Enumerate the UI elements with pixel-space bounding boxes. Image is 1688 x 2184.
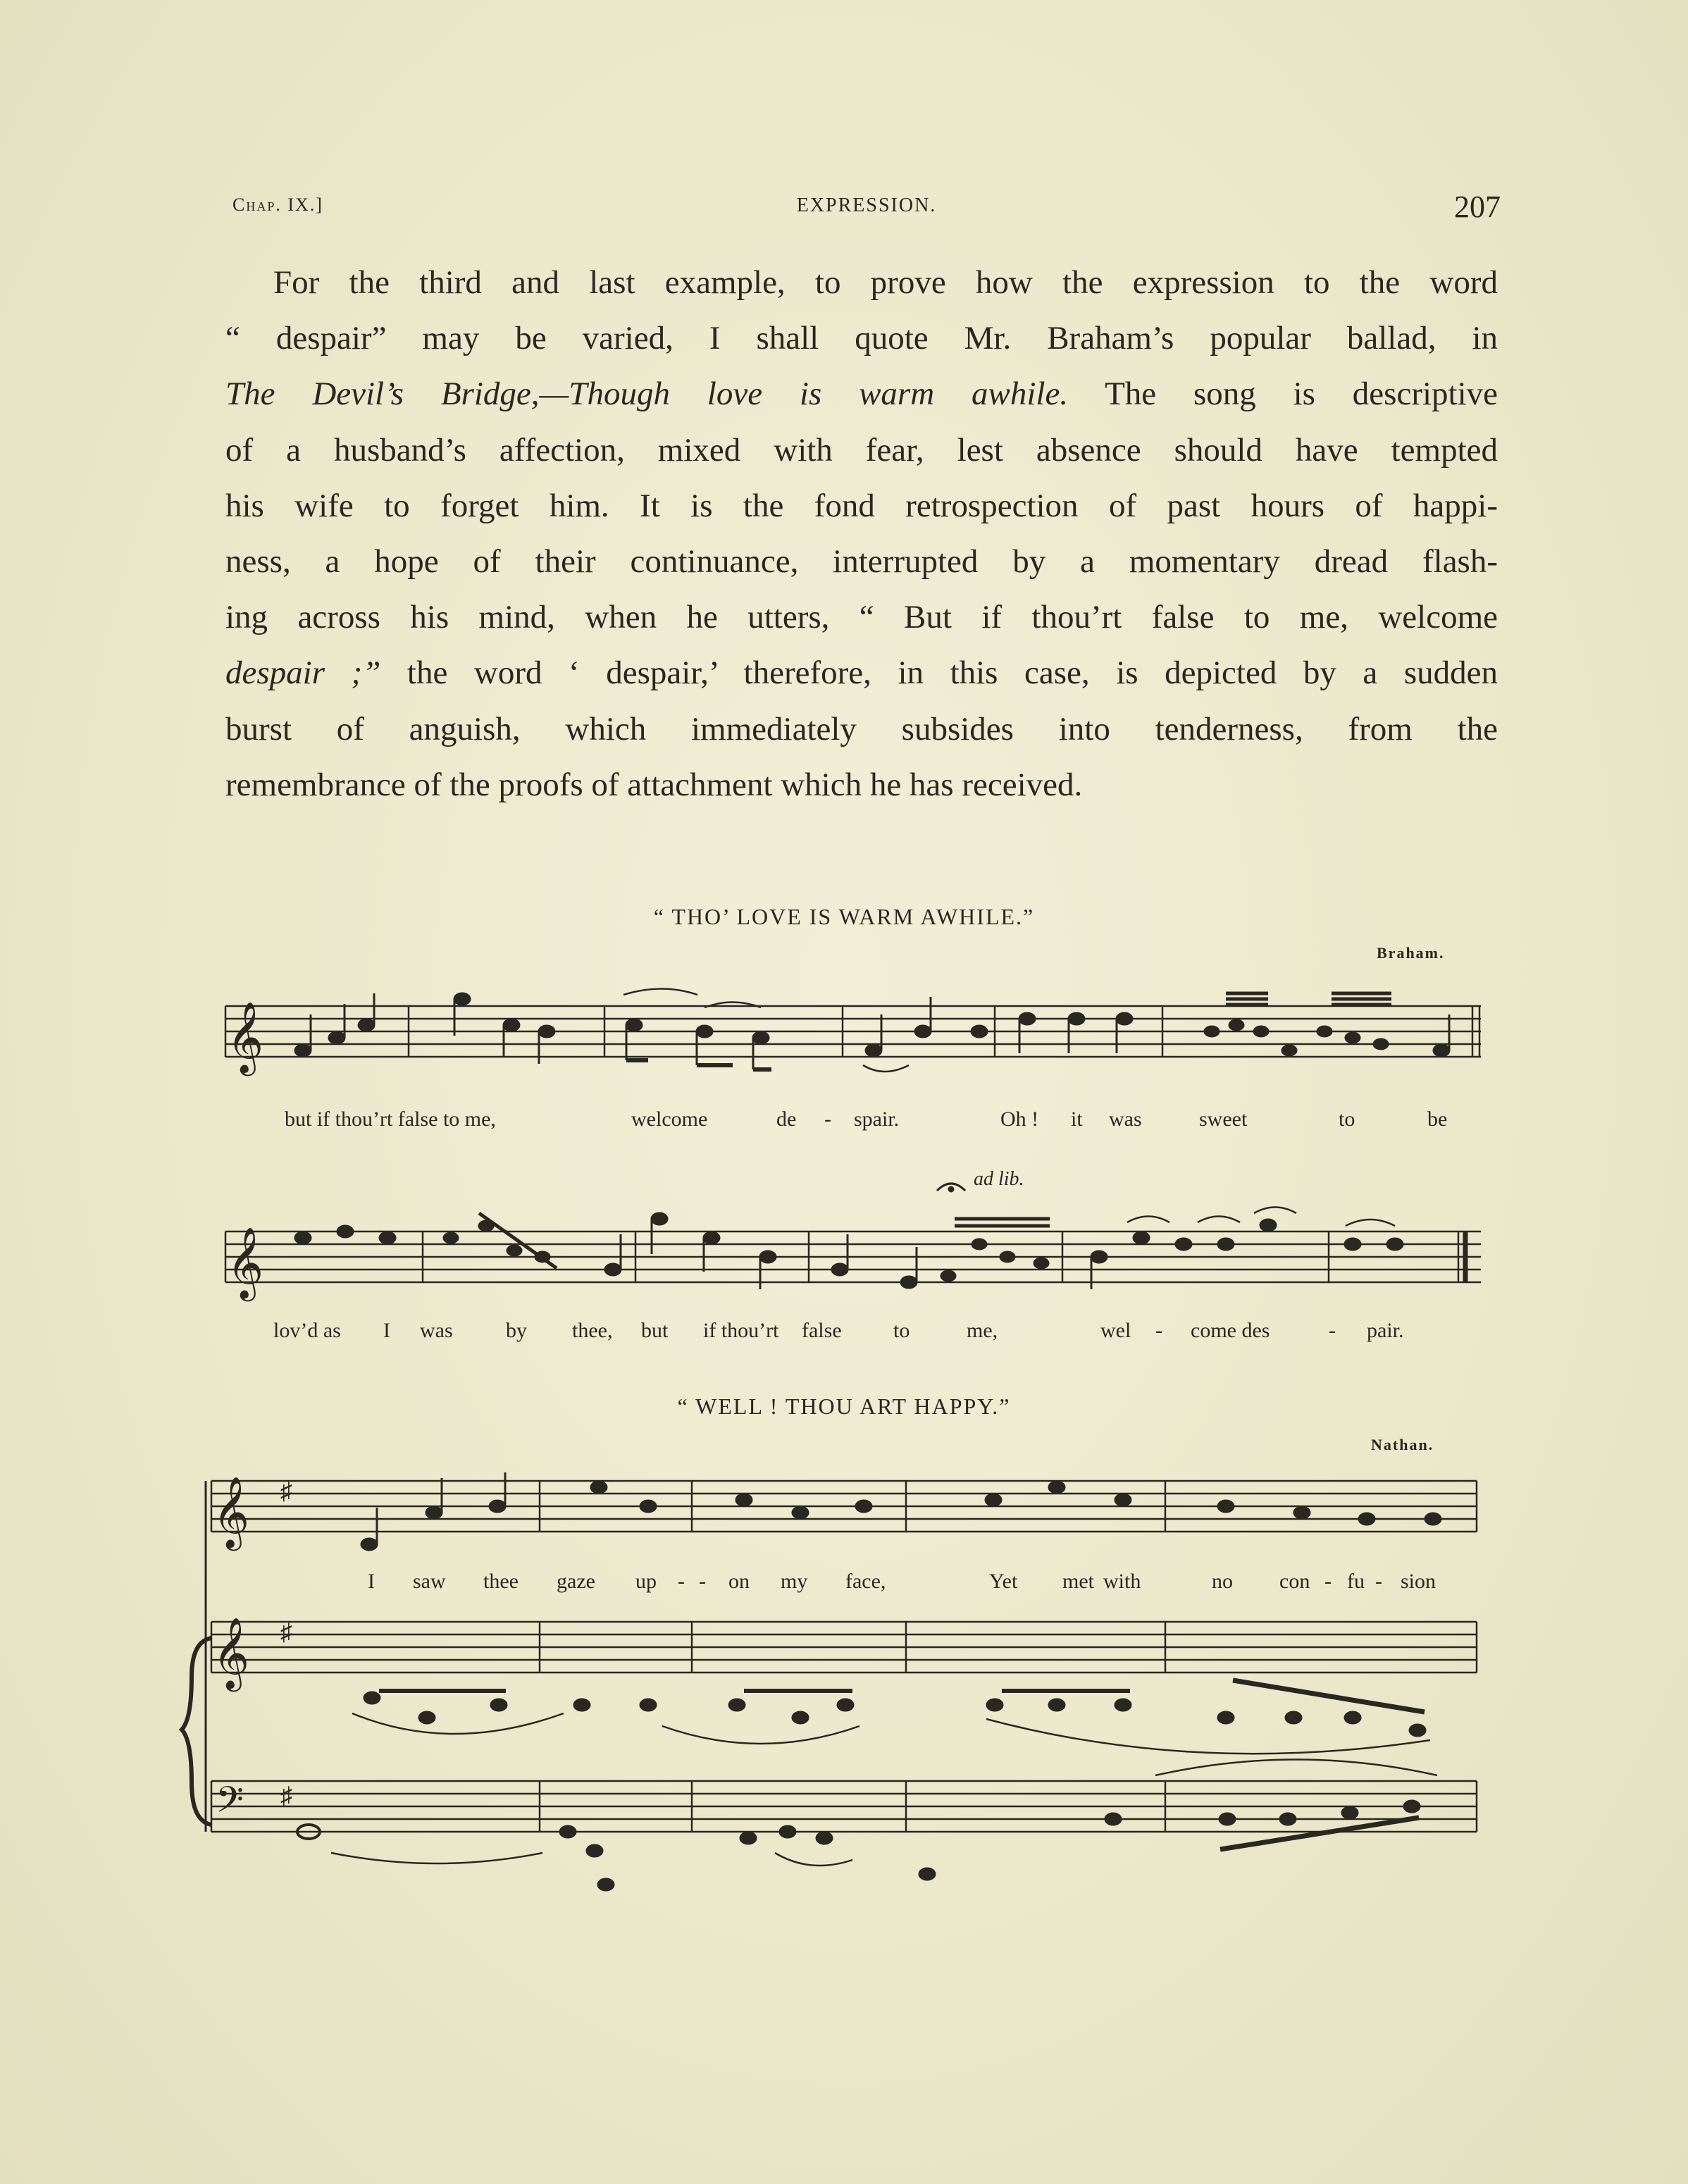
lyric-word: to: [1339, 1107, 1355, 1131]
treble-clef-icon: 𝄞: [227, 1000, 264, 1073]
lyric-word: spair.: [854, 1107, 900, 1131]
chapter-label: Chap. IX.]: [232, 194, 323, 215]
lyric-word: but: [641, 1319, 669, 1342]
song2-composer: Nathan.: [1371, 1436, 1434, 1453]
lyric-word: -: [1329, 1319, 1336, 1342]
sharp-icon: ♯: [280, 1783, 292, 1809]
italic-word: despair ;”: [225, 654, 381, 692]
slurs-song1-line1: [623, 989, 909, 1072]
lyric-word: -: [699, 1570, 706, 1593]
brace-icon: [182, 1638, 211, 1825]
paragraph-line: ing across his mind, when he utters, “ But if thou’rt false to me, welcome: [225, 599, 1498, 636]
lyric-word: be: [1427, 1107, 1448, 1131]
lyric-word: to: [893, 1319, 910, 1342]
notes-song2-piano-treble: [364, 1680, 1425, 1736]
lyric-word: Oh !: [1000, 1107, 1039, 1131]
lyric-word: -: [1324, 1570, 1332, 1593]
song1-composer: Braham.: [1377, 944, 1445, 962]
lyric-word: lov’d as: [273, 1319, 341, 1342]
page-number: 207: [1454, 190, 1501, 224]
lyric-word: but if thou’rt false to me,: [285, 1107, 496, 1131]
lyric-word: I: [383, 1319, 390, 1342]
lyric-word: de: [776, 1107, 797, 1131]
lyric-word: my: [781, 1570, 808, 1593]
lyric-word: welcome: [631, 1107, 708, 1131]
lyric-word: if thou’rt: [703, 1319, 779, 1342]
lyric-word: -: [1155, 1319, 1162, 1342]
treble-clef-icon: 𝄞: [213, 1475, 250, 1548]
lyric-word: -: [824, 1107, 831, 1131]
lyric-word: pair.: [1367, 1319, 1404, 1342]
sharp-icon: ♯: [280, 1479, 292, 1505]
staff-song1-line2: [225, 1231, 1481, 1282]
bass-clef-icon: 𝄢: [216, 1778, 244, 1830]
treble-clef-icon: 𝄞: [213, 1616, 250, 1689]
lyric-word: sweet: [1199, 1107, 1248, 1131]
lyric-word: I: [368, 1570, 375, 1593]
lyric-word: no: [1212, 1570, 1233, 1593]
notes-song2-piano-bass: [297, 1801, 1420, 1890]
lyric-word: with: [1103, 1570, 1141, 1593]
lyric-word: on: [728, 1570, 750, 1593]
lyric-word: it: [1071, 1107, 1083, 1131]
notes-song2-vocal: [361, 1472, 1441, 1550]
lyric-word: was: [420, 1319, 453, 1342]
lyric-word: sion: [1401, 1570, 1436, 1593]
paragraph-line: ness, a hope of their continuance, interrupted by a momentary dread flash-: [225, 543, 1498, 581]
lyric-word: thee: [483, 1570, 519, 1593]
lyric-word: Yet: [989, 1570, 1018, 1593]
paragraph-line: his wife to forget him. It is the fond retrospection of past hours of happi-: [225, 487, 1498, 524]
ad-lib-annotation: ad lib.: [974, 1168, 1024, 1190]
paragraph-line: despair ;” the word ‘ despair,’ therefore, in this case, is depicted by a sudden: [225, 654, 1498, 692]
lyric-word: -: [1375, 1570, 1382, 1593]
lyric-word: was: [1109, 1107, 1142, 1131]
fermata-dot: [948, 1186, 954, 1192]
lyric-word: up: [635, 1570, 657, 1593]
paragraph-line: For the third and last example, to prove how the expression to the word: [273, 264, 1498, 301]
lyric-word: gaze: [557, 1570, 595, 1593]
paragraph-line: of a husband’s affection, mixed with fear, lest absence should have tempted: [225, 431, 1498, 469]
song1-title: “ THO’ LOVE IS WARM AWHILE.”: [653, 904, 1035, 929]
lyric-word: me,: [967, 1319, 998, 1342]
song2-title: “ WELL ! THOU ART HAPPY.”: [677, 1394, 1011, 1419]
lyric-word: saw: [413, 1570, 446, 1593]
paragraph-line: “ despair” may be varied, I shall quote Mr. Braham’s popular ballad, in: [225, 320, 1498, 357]
lyric-word: thee,: [572, 1319, 613, 1342]
lyric-word: face,: [845, 1570, 886, 1593]
staff-song2-vocal: [211, 1481, 1477, 1532]
lyric-word: met: [1062, 1570, 1094, 1593]
lyric-word: false: [802, 1319, 842, 1342]
lyric-word: -: [678, 1570, 685, 1593]
lyric-word: come des: [1191, 1319, 1270, 1342]
slurs-song2-bass: [331, 1760, 1437, 1866]
lyric-word: wel: [1100, 1319, 1131, 1342]
italic-title: The Devil’s Bridge,—Though love is warm awhile.: [225, 376, 1069, 413]
lyric-word: con: [1279, 1570, 1310, 1593]
staff-song2-piano-treble: [211, 1622, 1477, 1673]
paragraph-line: burst of anguish, which immediately subsides into tenderness, from the: [225, 710, 1498, 747]
lyric-word: fu: [1347, 1570, 1365, 1593]
sharp-icon: ♯: [280, 1620, 292, 1646]
paragraph-line: The Devil’s Bridge,—Though love is warm awhile. The song is descriptive: [225, 376, 1498, 413]
section-title: EXPRESSION.: [796, 194, 937, 216]
treble-clef-icon: 𝄞: [227, 1226, 264, 1298]
lyric-word: by: [506, 1319, 527, 1342]
paragraph-line: remembrance of the proofs of attachment which he has received.: [225, 766, 1083, 803]
slurs-song2-piano: [352, 1713, 1430, 1754]
notes-song1-line2: [295, 1213, 1403, 1289]
